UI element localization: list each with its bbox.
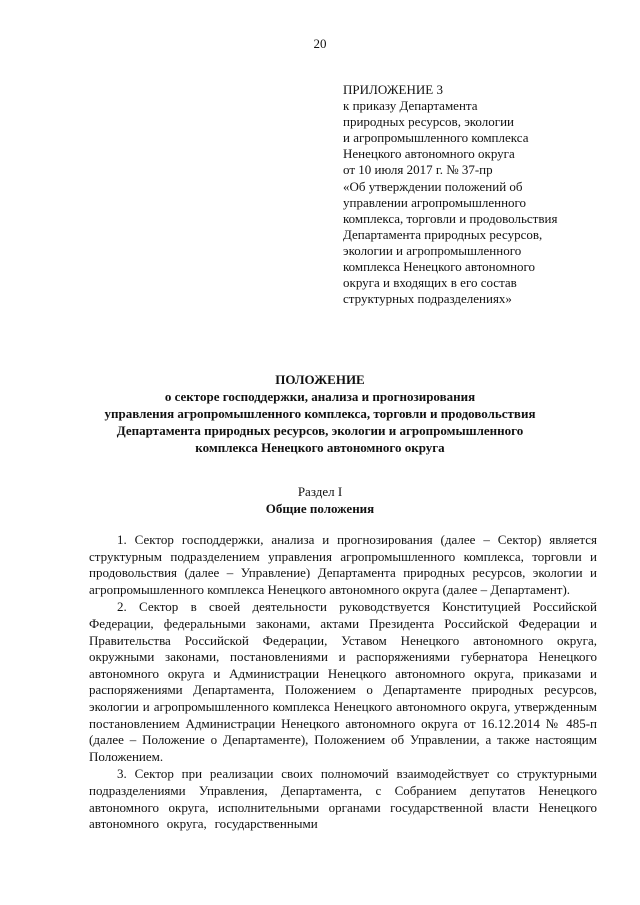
appendix-line: Департамента природных ресурсов, [343,226,543,242]
section-heading [0,483,640,517]
appendix-line: «Об утверждении положений об [343,178,523,194]
title-line: о секторе господдержки, анализа и прогнозирования [164,389,476,404]
document-title [0,371,640,456]
paragraph-2: 2. Сектор в своей деятельности руководствуется Конституцией Российской Федерации, федеральными законами, актами Президента Российской Федерации и Правительства Российской Федерации, Уставом Ненецкого автономного округа, окружными законами, постановлениями и распоряжениями губернатора Ненецкого автономного округа и Администрации Ненецкого автономного округа, приказами и распоряжениями Департамента, Положением о Департаменте природных ресурсов, экологии и агропромышленного комплекса Ненецкого автономного округа, утвержденным постановлением Администрации Ненецкого автономного округа от 16.12.2014 № 485-п (далее – Положение о Департаменте), Положением об Управлении, а также настоящим Положением. [89,599,597,764]
appendix-line: экологии и агропромышленного [343,242,522,258]
appendix-line: структурных подразделениях» [343,291,512,307]
appendix-line: округа и входящих в его состав [343,275,517,291]
section-title: Общие положения [265,501,375,516]
appendix-line: к приказу Департамента [343,98,478,114]
appendix-line: Ненецкого автономного округа [343,146,515,162]
page-number: 20 [313,36,327,51]
paragraph-1: 1. Сектор господдержки, анализа и прогнозирования (далее – Сектор) является структурным подразделением управления агропромышленного комплекса, торговли и продовольствия (далее – Управление) Департамента природных ресурсов, экологии и агропромышленного комплекса Ненецкого автономного округа (далее – Департамент). [89,532,597,597]
title-heading: ПОЛОЖЕНИЕ [275,372,365,387]
appendix-line: управлении агропромышленного [343,194,527,210]
title-line: управления агропромышленного комплекса, торговли и продовольствия [104,406,536,421]
appendix-line: и агропромышленного комплекса [343,130,529,146]
appendix-line: комплекса Ненецкого автономного [343,259,536,275]
appendix-line: от 10 июля 2017 г. № 37-пр [343,162,493,178]
appendix-header [343,82,603,307]
appendix-line: природных ресурсов, экологии [343,114,514,130]
document-body [89,532,597,833]
section-label: Раздел I [297,484,343,499]
title-line: Департамента природных ресурсов, экологии и агропромышленного [116,423,524,438]
appendix-line: ПРИЛОЖЕНИЕ 3 [343,82,443,97]
paragraph-3: 3. Сектор при реализации своих полномочий взаимодействует со структурными подразделениями Управления, Департамента, с Собранием депутатов Ненецкого автономного округа, исполнительными органами государственной власти Ненецкого автономного округа, государственными [89,766,597,832]
appendix-line: комплекса, торговли и продовольствия [343,210,558,226]
title-line: комплекса Ненецкого автономного округа [195,440,445,455]
